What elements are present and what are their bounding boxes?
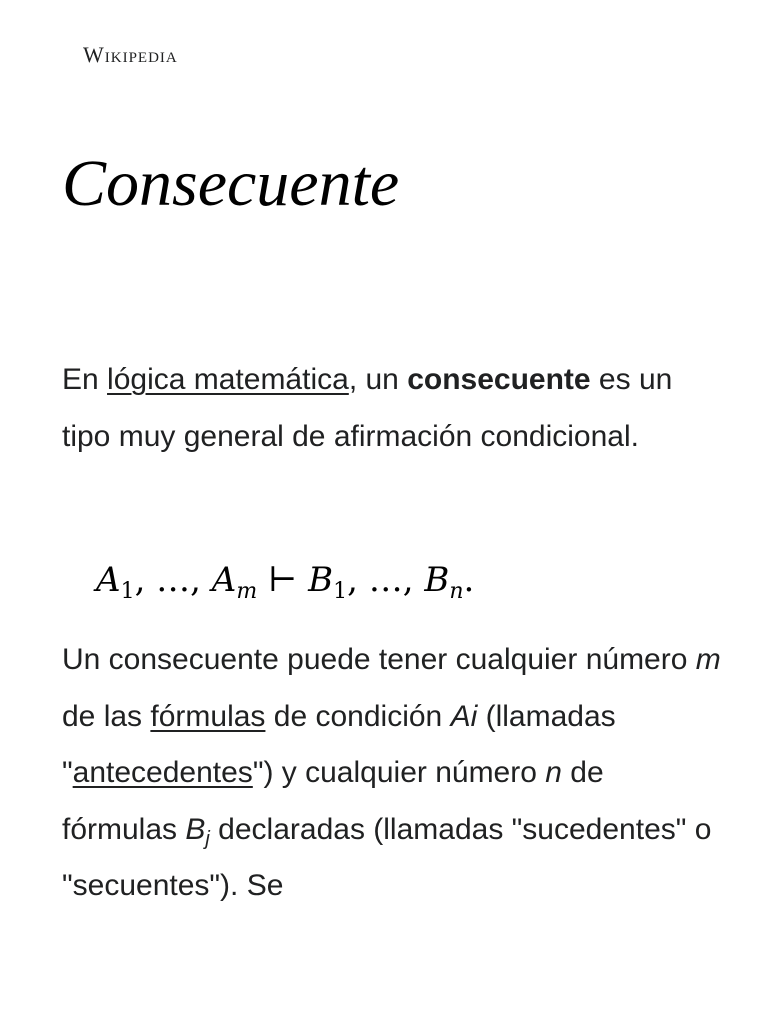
italic-variable: B <box>185 812 206 846</box>
article-paragraph-2 <box>62 632 722 915</box>
text-span: ") y cualquier número <box>252 756 546 789</box>
formula-symbol: B <box>308 560 334 600</box>
text-span: Un consecuente puede tener cualquier número <box>62 643 696 676</box>
formula-subscript: n <box>449 579 464 604</box>
text-span: (llamadas " <box>62 699 616 789</box>
italic-subscript: j <box>205 827 210 850</box>
text-span: , un <box>348 363 408 396</box>
italic-variable: m <box>695 643 721 676</box>
wikipedia-logo[interactable]: Wikipedia <box>83 42 178 67</box>
formula-symbol: B <box>424 560 450 600</box>
text-span: es un tipo muy general de afirmación condicional. <box>62 363 673 453</box>
formula-subscript: m <box>236 579 258 604</box>
formula-subscript: 1 <box>333 579 348 604</box>
formula-separator: , …, <box>134 560 212 600</box>
page-title: Consecuente <box>62 147 400 220</box>
link-antecedentes[interactable]: antecedentes <box>72 756 253 789</box>
link-logica-matematica[interactable]: lógica matemática <box>107 363 349 396</box>
link-formulas[interactable]: fórmulas <box>150 699 266 733</box>
text-span: En <box>62 363 108 396</box>
text-span: de las <box>62 699 151 733</box>
paragraph-text <box>62 632 722 915</box>
text-span: declaradas (llamadas "sucedentes" o "secuentes"). Se <box>62 812 712 902</box>
formula-separator: , …, <box>347 560 425 600</box>
text-span: de fórmulas <box>62 756 604 846</box>
turnstile-symbol: ⊢ <box>257 560 309 600</box>
formula-period: . <box>463 560 475 600</box>
formula-subscript: 1 <box>120 579 135 604</box>
text-span: de condición <box>265 699 451 733</box>
italic-variable: Ai <box>450 699 478 733</box>
formula-symbol: A <box>211 560 237 600</box>
italic-variable: n <box>545 756 562 789</box>
article-paragraph-1 <box>62 352 722 465</box>
paragraph-text <box>62 352 722 465</box>
formula-symbol: A <box>96 560 121 600</box>
bold-term: consecuente <box>407 363 591 396</box>
sequent-formula <box>96 560 475 604</box>
